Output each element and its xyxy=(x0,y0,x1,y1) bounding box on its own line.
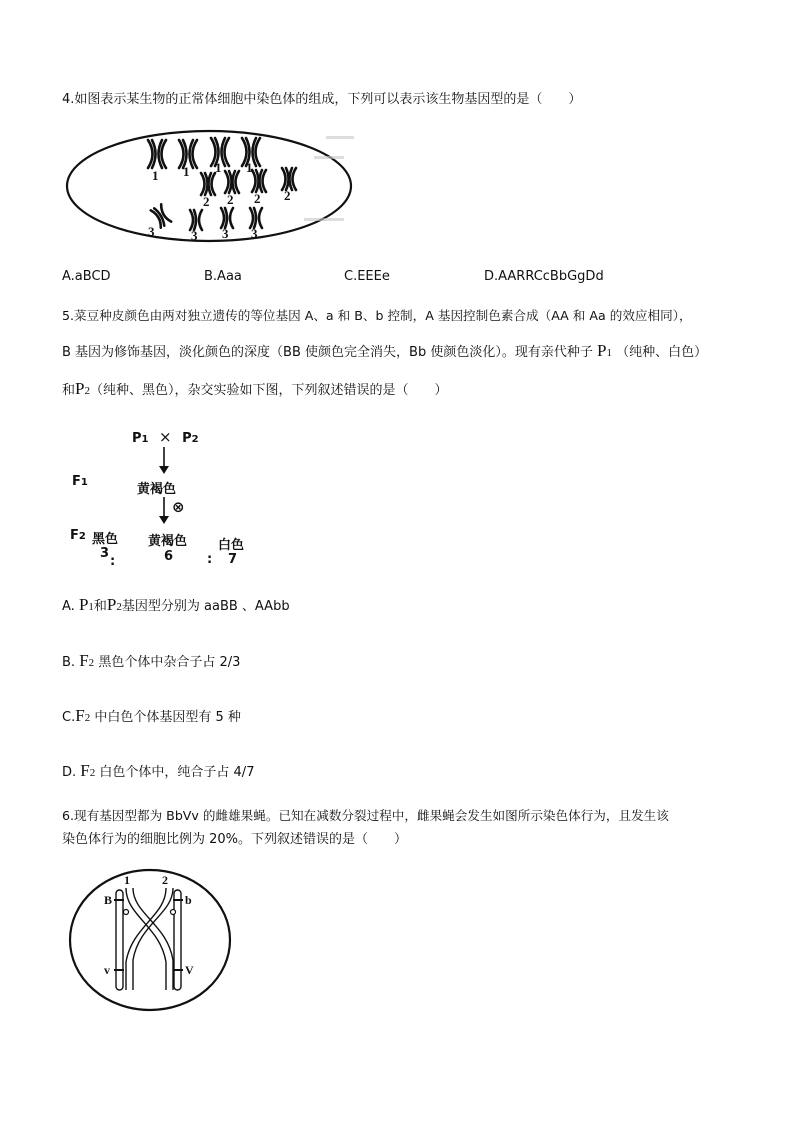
chromosome-label: 3 xyxy=(148,224,155,239)
q6-crossover-figure xyxy=(66,866,238,1014)
f2-label: F2 xyxy=(70,528,86,543)
f2-white-ratio: 7 xyxy=(228,552,238,567)
ratio-colon: : xyxy=(110,554,116,569)
self-cross-icon: ⊗ xyxy=(172,498,185,516)
q6-stem-line2: 染色体行为的细胞比例为 20%。下列叙述错误的是（ ） xyxy=(62,832,408,847)
q4-option-d[interactable]: D.AARRCcBbGgDd xyxy=(484,269,604,284)
q4-option-a[interactable]: A.aBCD xyxy=(62,269,111,284)
f2-yellow-brown: 黄褐色 xyxy=(148,534,188,549)
arrow-down-icon xyxy=(154,446,174,476)
f2-black: 黑色 xyxy=(92,532,119,547)
f2-black-ratio: 3 xyxy=(100,546,110,561)
q6-stem-line1: 6.现有基因型都为 BbVv 的雌雄果蝇。已知在减数分裂过程中，雌果蝇会发生如图所示染色体行为，且发生该 xyxy=(62,808,669,823)
chromosome-3c xyxy=(221,208,233,228)
chromosome-1a xyxy=(148,140,166,168)
q5-stem-line3: 和P2（纯种、黑色），杂交实验如下图，下列叙述错误的是（ ） xyxy=(62,379,448,398)
chromosome-label: 3 xyxy=(222,226,229,241)
gene-v-label: v xyxy=(104,963,110,977)
chromosome-1-label: 1 xyxy=(124,873,130,887)
chromosome-3b xyxy=(190,210,202,230)
chromosome-2-label: 2 xyxy=(162,873,168,887)
chromosome-2b xyxy=(225,171,239,193)
gene-B-label: B xyxy=(104,893,113,907)
f2-white: 白色 xyxy=(218,538,245,553)
chromosome-label: 1 xyxy=(215,160,222,175)
q5-option-d[interactable]: D. F2 白色个体中，纯合子占 4/7 xyxy=(62,761,255,780)
f1-phenotype: 黄褐色 xyxy=(137,482,177,497)
chromosome-label: 1 xyxy=(152,168,159,183)
chromosome-label: 1 xyxy=(183,164,190,179)
f1-label: F1 xyxy=(72,474,88,489)
gene-b-label: b xyxy=(185,893,192,907)
q5-cross-diagram: P1 × P2 F1 黄褐色 ⊗ F2 黑色 3 : 黄褐色 6 : 白色 7 xyxy=(70,428,245,569)
q4-option-b[interactable]: B.Aaa xyxy=(204,269,242,284)
ratio-colon: : xyxy=(207,552,213,567)
chromosome-2a xyxy=(201,173,215,195)
chromosome-3d xyxy=(250,208,262,228)
p2-symbol: P xyxy=(75,379,85,398)
chromosome-label: 2 xyxy=(254,191,261,206)
q5-option-b[interactable]: B. F2 黑色个体中杂合子占 2/3 xyxy=(62,651,241,670)
arrow-down-icon xyxy=(154,496,174,526)
q5-stem-line2: B 基因为修饰基因，淡化颜色的深度（BB 使颜色完全消失，Bb 使颜色淡化）。现有亲代种子 P1 （纯种、白色） xyxy=(62,341,708,360)
q4-option-c[interactable]: C.EEEe xyxy=(344,269,390,284)
chromosome-label: 2 xyxy=(227,192,234,207)
chromosome-label: 3 xyxy=(251,226,258,241)
chromosome-label: 2 xyxy=(203,194,210,209)
p1-symbol: P xyxy=(596,341,607,360)
q5-option-c[interactable]: C.F2 中白色个体基因型有 5 种 xyxy=(62,706,241,725)
chromosome-2d xyxy=(282,168,296,190)
f2-yellow-ratio: 6 xyxy=(164,549,174,564)
q5-option-a[interactable]: A. P1和P2基因型分别为 aaBB 、AAbb xyxy=(62,595,290,614)
chromosome-2c xyxy=(252,170,266,192)
gene-V-label: V xyxy=(185,963,194,977)
chromosome-label: 3 xyxy=(191,228,198,243)
q4-cell-figure xyxy=(64,126,364,250)
q4-stem: 4.如图表示某生物的正常体细胞中染色体的组成，下列可以表示该生物基因型的是（ ） xyxy=(62,92,582,107)
chromosome-label: 1 xyxy=(246,160,253,175)
q5-stem-line1: 5.菜豆种皮颜色由两对独立遗传的等位基因 A、a 和 B、b 控制，A 基因控制色素合成（AA 和 Aa 的效应相同）， xyxy=(62,308,692,323)
chromosome-label: 2 xyxy=(284,188,291,203)
